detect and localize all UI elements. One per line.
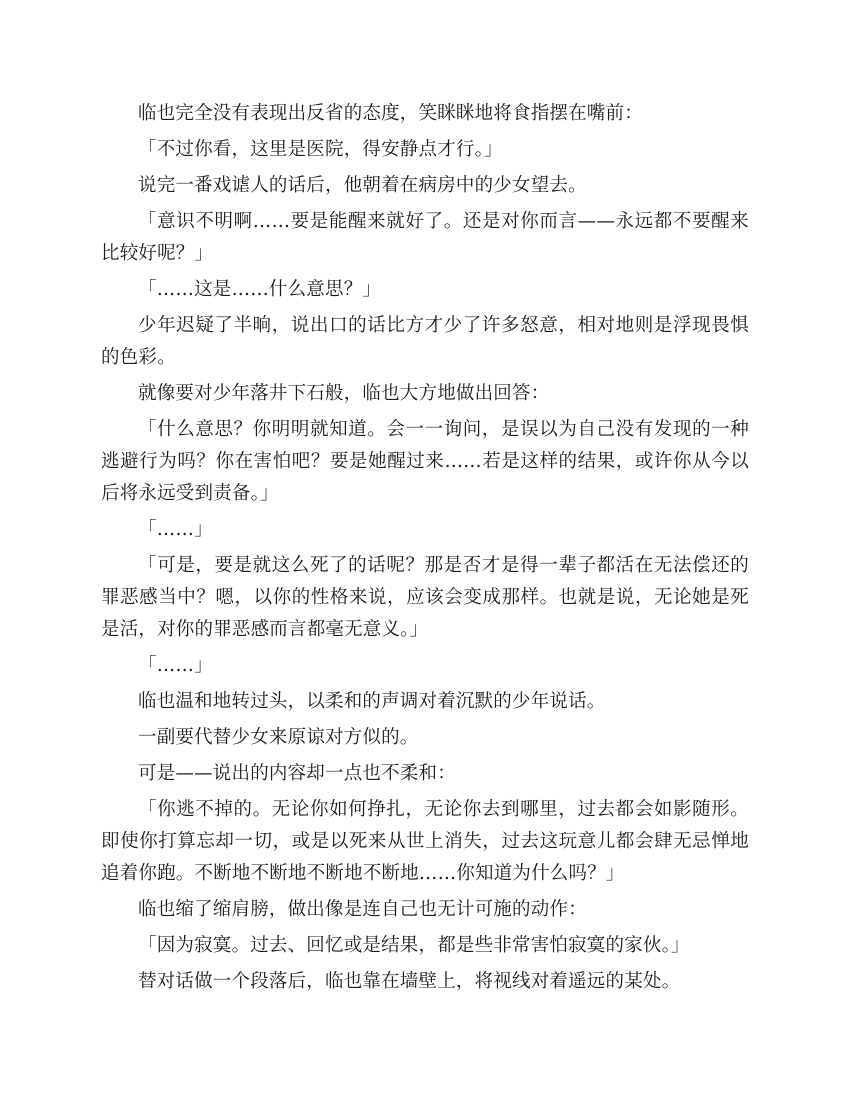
document-page: [101, 98, 749, 1002]
paragraph: 「意识不明啊……要是能醒来就好了。还是对你而言——永远都不要醒来比较好呢？」: [101, 211, 749, 264]
paragraph: 「可是，要是就这么死了的话呢？那是否才是得一辈子都活在无法偿还的罪恶感当中？嗯，以你的性格来说，应该会变成那样。也就是说，无论她是死是活，对你的罪恶感而言都毫无意义。」: [101, 555, 749, 640]
paragraph: 「……」: [138, 655, 213, 676]
paragraph: 就像要对少年落井下石般，临也大方地做出回答：: [138, 383, 550, 404]
paragraph: 临也温和地转过头，以柔和的声调对着沉默的少年说话。: [138, 691, 606, 712]
paragraph: 说完一番戏谑人的话后，他朝着在病房中的少女望去。: [138, 175, 587, 196]
paragraph: 可是——说出的内容却一点也不柔和：: [138, 763, 456, 784]
paragraph: 「因为寂寞。过去、回忆或是结果，都是些非常害怕寂寞的家伙。」: [138, 935, 690, 956]
paragraph: 「你逃不掉的。无论你如何挣扎，无论你去到哪里，过去都会如影随形。即使你打算忘却一切，或是以死来从世上消失，过去这玩意儿都会肆无忌惮地追着你跑。不断地不断地不断地不断地……你知道为什么吗？」: [101, 799, 749, 884]
paragraph: 「……这是……什么意思？」: [138, 279, 382, 300]
paragraph: 「……」: [138, 519, 213, 540]
paragraph: 临也完全没有表现出反省的态度，笑眯眯地将食指摆在嘴前：: [138, 103, 643, 124]
paragraph: 少年迟疑了半晌，说出口的话比方才少了许多怒意，相对地则是浮现畏惧的色彩。: [101, 315, 749, 368]
paragraph: 临也缩了缩肩膀，做出像是连自己也无计可施的动作：: [138, 899, 587, 920]
paragraph: 一副要代替少女来原谅对方似的。: [138, 727, 419, 748]
paragraph: 「什么意思？你明明就知道。会一一询问，是误以为自己没有发现的一种逃避行为吗？你在害怕吧？要是她醒过来……若是这样的结果，或许你从今以后将永远受到责备。」: [101, 419, 749, 504]
paragraph: 替对话做一个段落后，临也靠在墙壁上，将视线对着遥远的某处。: [138, 971, 681, 992]
paragraph: 「不过你看，这里是医院，得安静点才行。」: [138, 139, 503, 160]
